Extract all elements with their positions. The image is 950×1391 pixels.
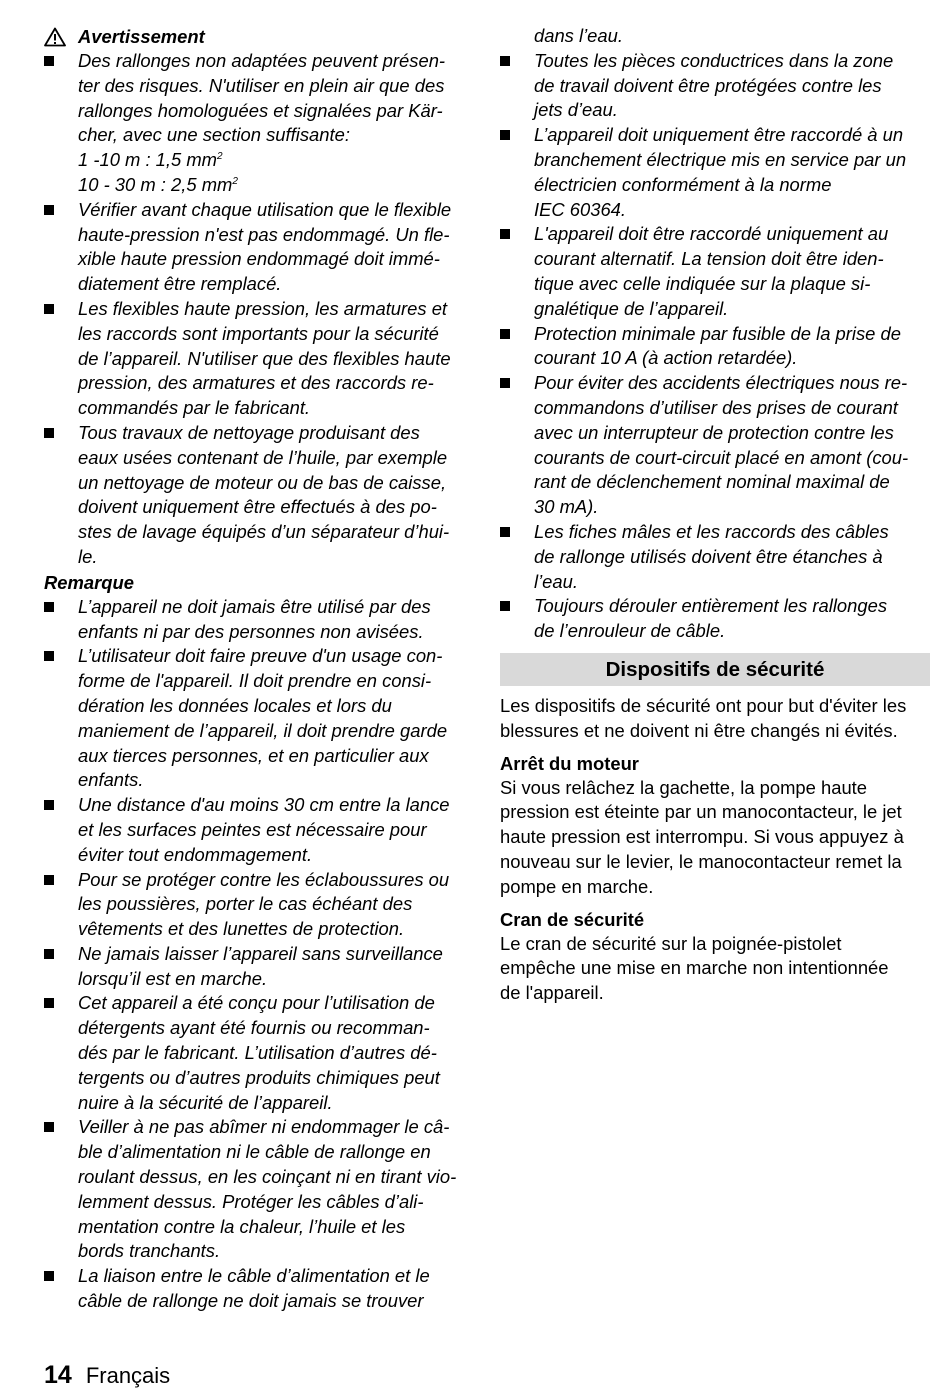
- item-line: enfants ni par des personnes non avisées.: [78, 620, 424, 642]
- item-line: Tous travaux de nettoyage produisant des: [78, 421, 420, 443]
- subsection-title: Cran de sécurité: [500, 908, 645, 930]
- para-line: pression est éteinte par un manocontacteur, le jet: [500, 801, 902, 823]
- item-line: un nettoyage de moteur ou de bas de caisse,: [78, 471, 447, 493]
- square-bullet-icon: [44, 875, 54, 885]
- item-line: Pour éviter des accidents électriques nous re-: [534, 372, 908, 394]
- item-line: Les fiches mâles et les raccords des câbles: [534, 520, 889, 542]
- item-line: câble de rallonge ne doit jamais se trouver: [78, 1290, 424, 1312]
- list-item: [500, 222, 930, 321]
- list-item: [500, 123, 930, 222]
- warning-triangle-icon: [44, 25, 78, 49]
- square-bullet-icon: [500, 329, 510, 339]
- item-line: tergents ou d’autres produits chimiques peut: [78, 1066, 440, 1088]
- list-item: [44, 868, 474, 942]
- item-line: courants de court-circuit placé en amont (cou-: [534, 446, 909, 468]
- para-line: nouveau sur le levier, le manocontacteur remet la: [500, 850, 902, 872]
- para-line: Si vous relâchez la gachette, la pompe haute: [500, 776, 868, 798]
- para-line: Les dispositifs de sécurité ont pour but d'éviter les: [500, 694, 907, 716]
- subsection-paragraph: [500, 776, 930, 900]
- remark-heading: Remarque: [44, 571, 134, 593]
- item-line: roulant dessus, en les coinçant ni en tirant vio-: [78, 1166, 457, 1188]
- item-line: de rallonge utilisés doivent être étanches à: [534, 545, 883, 567]
- list-item: [44, 1264, 474, 1314]
- item-line: Les flexibles haute pression, les armatures et: [78, 297, 448, 319]
- spec-text: 10 - 30 m : 2,5 mm: [78, 173, 233, 195]
- square-bullet-icon: [44, 1122, 54, 1132]
- square-bullet-icon: [44, 602, 54, 612]
- item-line: doivent uniquement être effectués à des po-: [78, 496, 437, 518]
- item-line: commandons d’utiliser des prises de courant: [534, 396, 898, 418]
- item-line: pression, des armatures et des raccords re-: [78, 372, 434, 394]
- page-footer: [44, 1360, 170, 1391]
- item-line: dération les données locales et lors du: [78, 694, 392, 716]
- square-bullet-icon: [44, 56, 54, 66]
- item-line: rant de déclenchement nominal maximal de: [534, 471, 890, 493]
- item-line: Cet appareil a été conçu pour l’utilisation de: [78, 992, 435, 1014]
- item-line: courant alternatif. La tension doit être iden-: [534, 248, 884, 270]
- item-line: maniement de l’appareil, il doit prendre garde: [78, 719, 448, 741]
- para-line: empêche une mise en marche non intentionnée: [500, 957, 889, 979]
- square-bullet-icon: [44, 428, 54, 438]
- right-column: [500, 24, 930, 1006]
- footer-language: Français: [85, 1363, 171, 1388]
- item-line: détergents ayant été fournis ou recomman-: [78, 1017, 430, 1039]
- spec-superscript: 2: [232, 175, 238, 187]
- item-line: forme de l'appareil. Il doit prendre en consi-: [78, 670, 432, 692]
- item-line: de travail doivent être protégées contre les: [534, 74, 882, 96]
- item-line: Des rallonges non adaptées peuvent présen-: [78, 50, 446, 71]
- item-line: avec un interrupteur de protection contre les: [534, 421, 894, 443]
- square-bullet-icon: [500, 378, 510, 388]
- list-item: [44, 198, 474, 297]
- para-line: Le cran de sécurité sur la poignée-pistolet: [500, 932, 842, 954]
- para-line: pompe en marche.: [500, 875, 654, 897]
- square-bullet-icon: [500, 229, 510, 239]
- item-line: L’appareil ne doit jamais être utilisé par des: [78, 595, 431, 617]
- list-item: [44, 793, 474, 867]
- spec-text: 1 -10 m : 1,5 mm: [78, 149, 217, 171]
- item-line: IEC 60364.: [534, 198, 627, 220]
- item-line: l’eau.: [534, 570, 578, 592]
- item-line: de l’enrouleur de câble.: [534, 620, 726, 642]
- warning-title: Avertissement: [78, 26, 205, 47]
- item-line: éviter tout endommagement.: [78, 843, 313, 865]
- list-item: [44, 49, 474, 198]
- item-line: Veiller à ne pas abîmer ni endommager le câ-: [78, 1116, 450, 1138]
- item-line: bords tranchants.: [78, 1240, 221, 1262]
- list-item: [44, 595, 474, 645]
- list-item: [44, 297, 474, 421]
- para-line: haute pression est interrompu. Si vous appuyez à: [500, 826, 904, 848]
- item-line: La liaison entre le câble d’alimentation et le: [78, 1265, 430, 1287]
- item-line: de l’appareil. N'utiliser que des flexibles haute: [78, 347, 451, 369]
- subsection-title: Arrêt du moteur: [500, 752, 639, 774]
- item-line: Une distance d'au moins 30 cm entre la lance: [78, 794, 450, 816]
- item-line: haute-pression n'est pas endommagé. Un fle-: [78, 223, 450, 245]
- continuation-line: dans l’eau.: [534, 25, 623, 46]
- item-line: L'appareil doit être raccordé uniquement au: [534, 223, 889, 245]
- item-line: L’utilisateur doit faire preuve d'un usage con-: [78, 645, 443, 667]
- section-heading: Dispositifs de sécurité: [500, 653, 930, 686]
- para-line: de l'appareil.: [500, 982, 604, 1004]
- list-item: [44, 644, 474, 793]
- page-number: 14: [44, 1361, 72, 1389]
- square-bullet-icon: [44, 998, 54, 1008]
- square-bullet-icon: [44, 800, 54, 810]
- list-item: [500, 322, 930, 372]
- item-line: et les surfaces peintes est nécessaire pour: [78, 818, 427, 840]
- item-line: diatement être remplacé.: [78, 273, 282, 295]
- item-line: Toujours dérouler entièrement les rallonges: [534, 595, 888, 617]
- item-line: nuire à la sécurité de l’appareil.: [78, 1091, 333, 1113]
- item-line: Protection minimale par fusible de la prise de: [534, 322, 901, 344]
- warning-heading: [44, 24, 474, 49]
- item-line: lemment dessus. Protéger les câbles d’ali-: [78, 1190, 424, 1212]
- item-line: ble d’alimentation ni le câble de rallonge en: [78, 1141, 431, 1163]
- list-item: [44, 942, 474, 992]
- item-line: aux tierces personnes, et en particulier aux: [78, 744, 429, 766]
- list-item: [44, 1115, 474, 1264]
- item-line: lorsqu’il est en marche.: [78, 967, 268, 989]
- item-line: les raccords sont importants pour la sécurité: [78, 322, 439, 344]
- item-line: cher, avec une section suffisante:: [78, 124, 350, 146]
- square-bullet-icon: [44, 651, 54, 661]
- cable-spec: [78, 148, 474, 173]
- list-item: [500, 594, 930, 644]
- item-line: stes de lavage équipés d’un séparateur d’hui-: [78, 521, 450, 543]
- square-bullet-icon: [44, 1271, 54, 1281]
- item-line: Toutes les pièces conductrices dans la zone: [534, 49, 894, 71]
- square-bullet-icon: [500, 527, 510, 537]
- spec-superscript: 2: [217, 151, 223, 163]
- item-line: rallonges homologuées et signalées par Kär-: [78, 99, 443, 121]
- list-item: [500, 371, 930, 520]
- item-line: ter des risques. N'utiliser en plein air que des: [78, 74, 445, 96]
- intro-paragraph: [500, 694, 930, 744]
- item-line: gnalétique de l’appareil.: [534, 297, 729, 319]
- item-line: mentation contre la chaleur, l’huile et les: [78, 1215, 406, 1237]
- square-bullet-icon: [44, 205, 54, 215]
- para-line: blessures et ne doivent ni être changés ni évités.: [500, 719, 898, 741]
- item-line: courant 10 A (à action retardée).: [534, 347, 798, 369]
- item-line: xible haute pression endommagé doit immé-: [78, 248, 440, 270]
- item-line: le.: [78, 545, 98, 567]
- item-line: enfants.: [78, 769, 144, 791]
- item-line: jets d’eau.: [534, 99, 618, 121]
- item-line: dés par le fabricant. L’utilisation d’autres dé-: [78, 1042, 437, 1064]
- list-item: [500, 520, 930, 594]
- left-column: [44, 24, 474, 1314]
- item-line: 30 mA).: [534, 496, 599, 518]
- cable-spec: [78, 173, 474, 198]
- item-line: tique avec celle indiquée sur la plaque si-: [534, 272, 871, 294]
- item-line: branchement électrique mis en service par un: [534, 148, 907, 170]
- item-line: commandés par le fabricant.: [78, 397, 311, 419]
- list-item: [44, 421, 474, 570]
- item-line: Pour se protéger contre les éclaboussures ou: [78, 868, 450, 890]
- list-item: [500, 49, 930, 123]
- square-bullet-icon: [44, 304, 54, 314]
- subsection-paragraph: [500, 932, 930, 1006]
- item-line: eaux usées contenant de l’huile, par exemple: [78, 446, 448, 468]
- item-line: électricien conformément à la norme: [534, 173, 832, 195]
- square-bullet-icon: [500, 130, 510, 140]
- item-line: Ne jamais laisser l’appareil sans surveillance: [78, 942, 443, 964]
- item-line: vêtements et des lunettes de protection.: [78, 918, 405, 940]
- square-bullet-icon: [500, 56, 510, 66]
- square-bullet-icon: [44, 949, 54, 959]
- item-line: L’appareil doit uniquement être raccordé à un: [534, 124, 904, 146]
- square-bullet-icon: [500, 601, 510, 611]
- item-line: Vérifier avant chaque utilisation que le flexible: [78, 198, 452, 220]
- item-line: les poussières, porter le cas échéant des: [78, 893, 413, 915]
- list-item: [44, 991, 474, 1115]
